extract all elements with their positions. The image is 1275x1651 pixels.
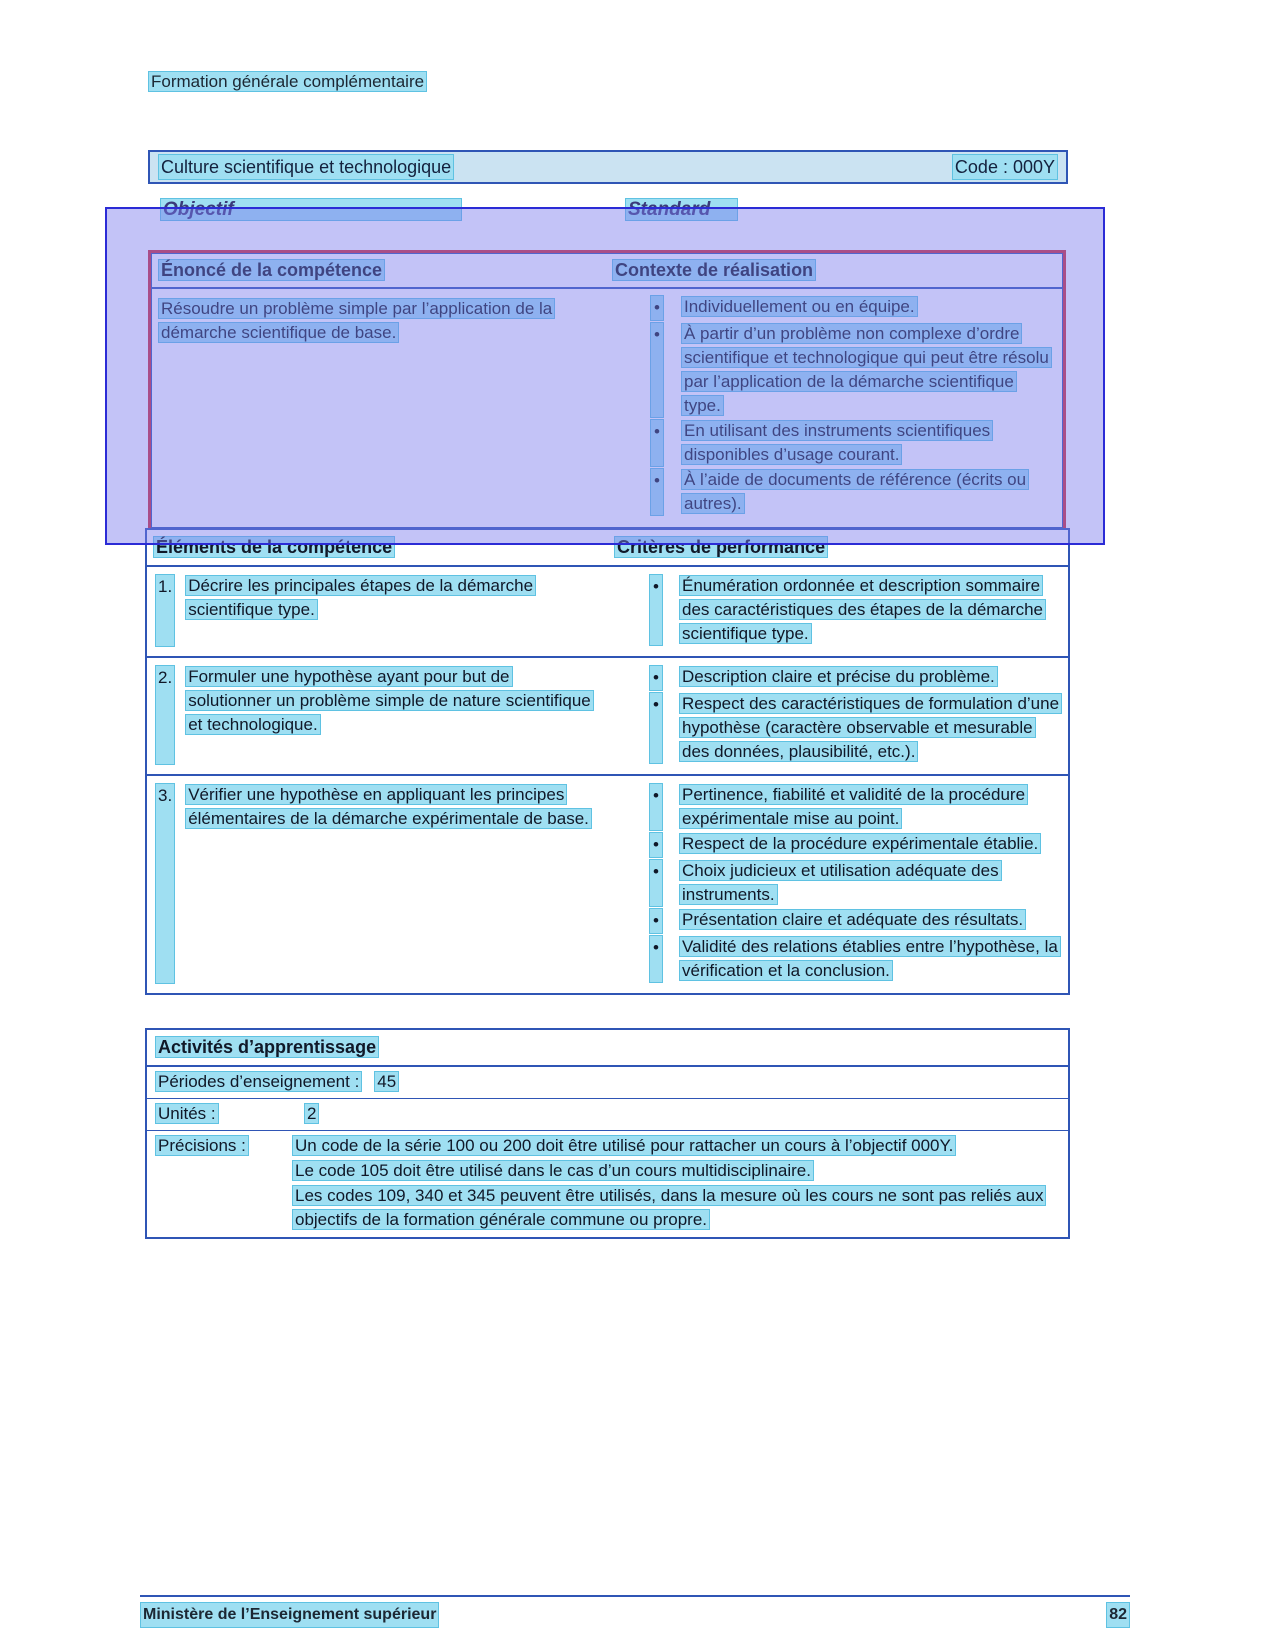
bullet-icon: • bbox=[650, 419, 664, 467]
page-footer bbox=[140, 1595, 1130, 1628]
course-title-bar bbox=[148, 150, 1068, 184]
periods-value: 45 bbox=[374, 1071, 399, 1092]
bullet-icon: • bbox=[649, 665, 663, 691]
bullet-icon: • bbox=[649, 935, 663, 983]
criteria-text: Présentation claire et adéquate des résultats. bbox=[679, 909, 1026, 930]
criteria-list bbox=[610, 783, 1068, 984]
bullet-icon: • bbox=[650, 295, 664, 321]
document-category-text: Formation générale complémentaire bbox=[148, 71, 427, 92]
elements-header-right: Critères de performance bbox=[610, 535, 1068, 559]
criteria-bullet bbox=[610, 935, 1060, 983]
element-number: 1. bbox=[155, 574, 175, 647]
page-number: 82 bbox=[1106, 1602, 1130, 1628]
competence-statement: Résoudre un problème simple par l’application de la démarche scientifique de base. bbox=[152, 295, 608, 517]
activities-box bbox=[145, 1028, 1070, 1239]
periods-row bbox=[147, 1067, 1068, 1099]
units-row bbox=[147, 1099, 1068, 1131]
criteria-text: Respect de la procédure expérimentale établie. bbox=[679, 833, 1041, 854]
criteria-list bbox=[610, 574, 1068, 647]
precisions-label: Précisions : bbox=[155, 1135, 249, 1156]
context-bullet bbox=[608, 295, 1054, 321]
element-row bbox=[147, 658, 1068, 776]
precisions-text bbox=[292, 1134, 1068, 1233]
course-title: Culture scientifique et technologique bbox=[158, 154, 454, 180]
bullet-icon: • bbox=[650, 468, 664, 516]
criteria-bullet bbox=[610, 859, 1060, 907]
criteria-text: Énumération ordonnée et description sommaire des caractéristiques des étapes de la démarche scientifique type. bbox=[679, 575, 1046, 644]
periods-label: Périodes d’enseignement : bbox=[155, 1071, 362, 1092]
criteria-list bbox=[610, 665, 1068, 765]
context-bullet-list bbox=[608, 295, 1062, 517]
competence-header-row bbox=[152, 254, 1062, 289]
criteria-bullet bbox=[610, 783, 1060, 831]
element-number: 3. bbox=[155, 783, 175, 984]
element-row bbox=[147, 567, 1068, 658]
criteria-bullet bbox=[610, 908, 1060, 934]
elements-header-left: Éléments de la compétence bbox=[147, 535, 610, 559]
units-label: Unités : bbox=[155, 1103, 219, 1124]
element-text: Décrire les principales étapes de la démarche scientifique type. bbox=[185, 575, 536, 620]
context-bullet-text: En utilisant des instruments scientifiques disponibles d’usage courant. bbox=[681, 420, 993, 465]
course-code: Code : 000Y bbox=[952, 154, 1058, 180]
element-text: Formuler une hypothèse ayant pour but de solutionner un problème simple de nature scientifique et technologique. bbox=[185, 666, 594, 735]
criteria-text: Description claire et précise du problème. bbox=[679, 666, 998, 687]
standard-heading: Standard bbox=[625, 198, 738, 222]
document-category-label bbox=[148, 70, 427, 94]
bullet-icon: • bbox=[649, 692, 663, 764]
bullet-icon: • bbox=[649, 574, 663, 646]
objectif-heading: Objectif bbox=[160, 198, 462, 222]
competence-body-row bbox=[152, 289, 1062, 527]
competence-header-left: Énoncé de la compétence bbox=[152, 258, 608, 282]
criteria-bullet bbox=[610, 832, 1060, 858]
units-value: 2 bbox=[304, 1103, 319, 1124]
context-bullet bbox=[608, 419, 1054, 467]
criteria-bullet bbox=[610, 574, 1060, 646]
footer-ministry-label: Ministère de l’Enseignement supérieur bbox=[140, 1602, 439, 1628]
bullet-icon: • bbox=[649, 832, 663, 858]
competence-header-right: Contexte de réalisation bbox=[608, 258, 1062, 282]
precision-line-text: Un code de la série 100 ou 200 doit être utilisé pour rattacher un cours à l’objectif 000Y. bbox=[292, 1135, 956, 1156]
bullet-icon: • bbox=[650, 322, 664, 418]
criteria-text: Respect des caractéristiques de formulation d’une hypothèse (caractère observable et mesurable des données, plausibilité, etc.). bbox=[679, 693, 1062, 762]
precisions-row bbox=[147, 1131, 1068, 1237]
activities-title: Activités d’apprentissage bbox=[147, 1030, 1068, 1067]
bullet-icon: • bbox=[649, 908, 663, 934]
criteria-bullet bbox=[610, 692, 1060, 764]
bullet-icon: • bbox=[649, 783, 663, 831]
precision-line-text: Les codes 109, 340 et 345 peuvent être utilisés, dans la mesure où les cours ne sont pas reliés aux objectifs de la formation générale commune ou propre. bbox=[292, 1185, 1046, 1230]
elements-table bbox=[145, 528, 1070, 995]
criteria-text: Validité des relations établies entre l’hypothèse, la vérification et la conclusion. bbox=[679, 936, 1061, 981]
context-bullet-text: Individuellement ou en équipe. bbox=[681, 296, 918, 317]
criteria-bullet bbox=[610, 665, 1060, 691]
competence-table-inner bbox=[151, 253, 1063, 528]
bullet-icon: • bbox=[649, 859, 663, 907]
element-number: 2. bbox=[155, 665, 175, 765]
element-text: Vérifier une hypothèse en appliquant les principes élémentaires de la démarche expérimentale de base. bbox=[185, 784, 592, 829]
precision-line-text: Le code 105 doit être utilisé dans le cas d’un cours multidisciplinaire. bbox=[292, 1160, 814, 1181]
element-row bbox=[147, 776, 1068, 993]
context-bullet bbox=[608, 468, 1054, 516]
competence-table bbox=[148, 250, 1066, 531]
criteria-text: Choix judicieux et utilisation adéquate des instruments. bbox=[679, 860, 1002, 905]
context-bullet-text: À partir d’un problème non complexe d’ordre scientifique et technologique qui peut être résolu par l’application de la démarche scientifique type. bbox=[681, 323, 1052, 416]
context-bullet bbox=[608, 322, 1054, 418]
elements-header-row bbox=[147, 530, 1068, 567]
context-bullet-text: À l’aide de documents de référence (écrits ou autres). bbox=[681, 469, 1029, 514]
criteria-text: Pertinence, fiabilité et validité de la procédure expérimentale mise au point. bbox=[679, 784, 1028, 829]
